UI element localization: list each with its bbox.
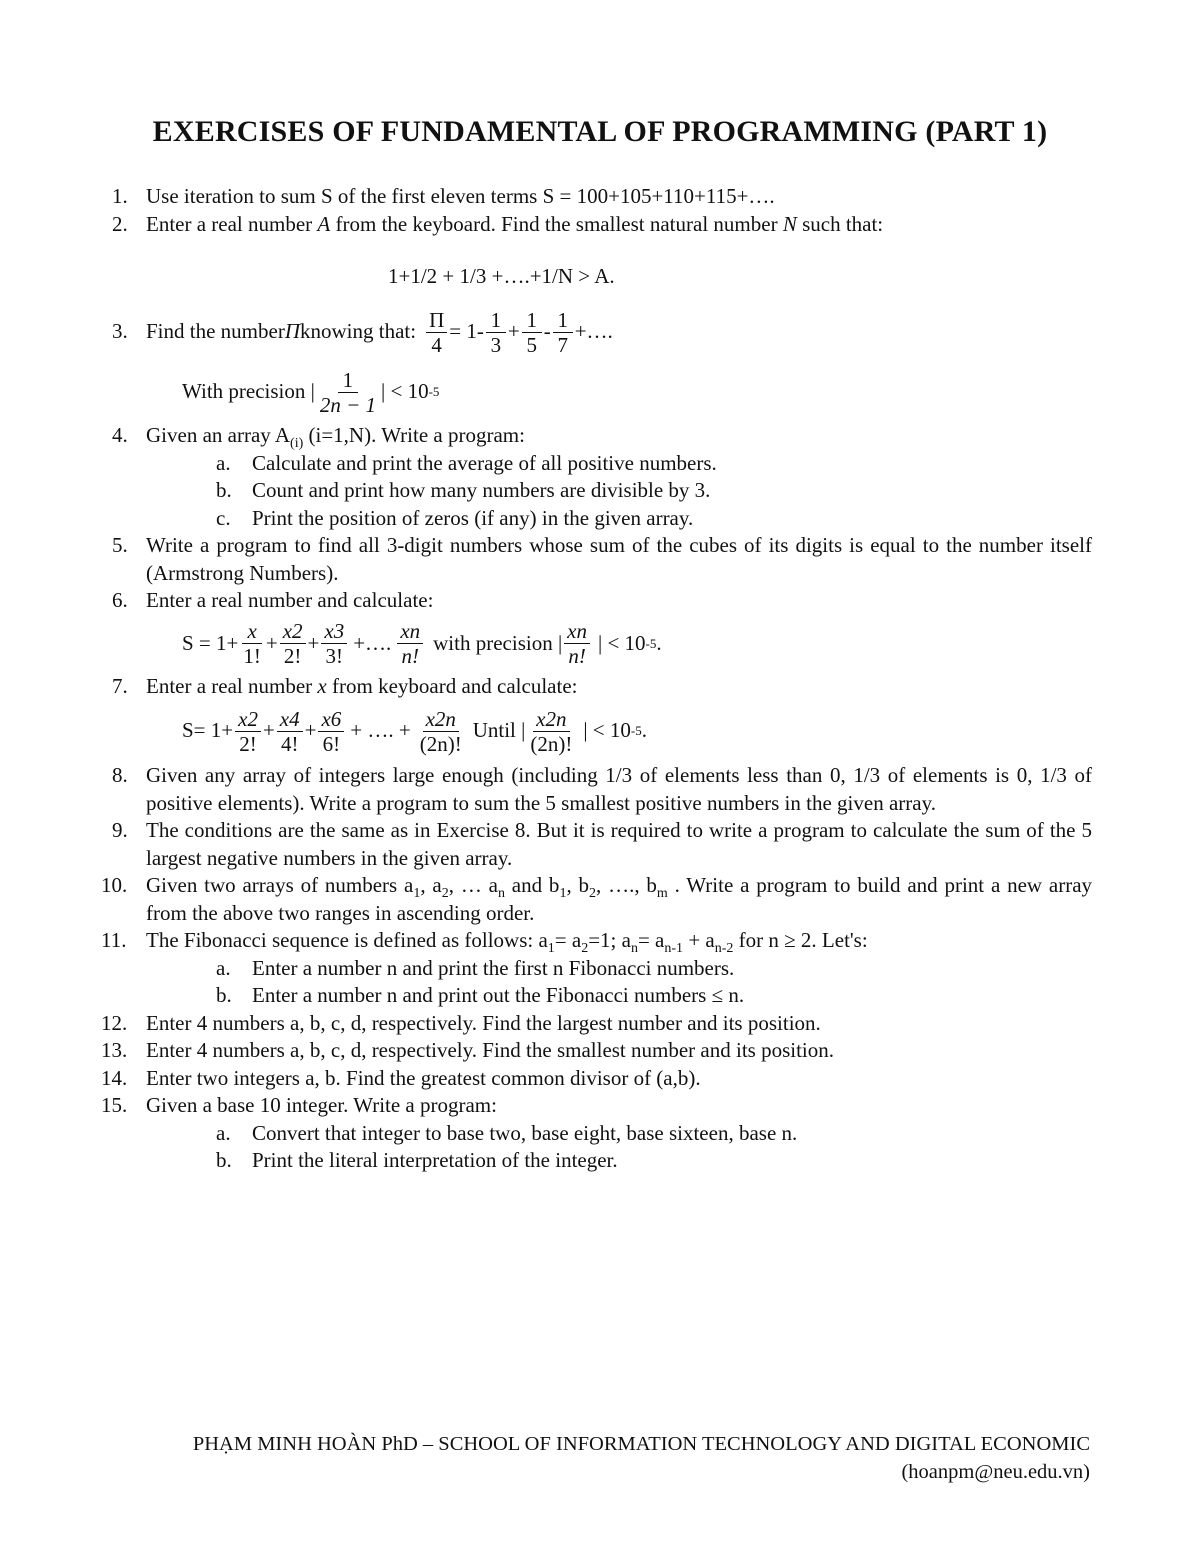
exercise-11: [101, 927, 1092, 957]
exercise-number: 5.: [112, 533, 128, 557]
pi-symbol: Π: [284, 319, 300, 344]
exercise-text: Given a base 10 integer. Write a program:: [146, 1093, 497, 1117]
exercise-number: 4.: [112, 423, 128, 447]
exercise-text: Enter a real number and calculate:: [146, 588, 434, 612]
exercise-number: 15.: [101, 1093, 128, 1117]
subitem-15a: a. Convert that integer to base two, base eight, base sixteen, base n.: [216, 1120, 798, 1145]
exercise-text: Given an array $A_{(i)}$ (i=1,N). Write a program:: [146, 423, 525, 452]
fraction-term: $\frac{x}{1!}$: [243, 619, 261, 668]
page-title: EXERCISES OF FUNDAMENTAL OF PROGRAMMING (PART 1): [152, 115, 1048, 148]
exercise-1: [112, 183, 1092, 211]
exercise-6: [112, 587, 1092, 615]
fraction-one-third: $\frac{1}{3}$: [486, 308, 506, 357]
exercise-number: 6.: [112, 588, 128, 612]
precision-line: With precision | $\frac{1}{2n - 1}$ | < 10 -5: [182, 367, 440, 417]
fraction-precision: $\frac{1}{2n - 1}$: [319, 367, 377, 417]
exercise-text: Enter a real number A from the keyboard. Find the smallest natural number N such that:: [146, 211, 884, 236]
exercise-number: 10.: [101, 873, 128, 897]
formula-series-7: S= 1+ $\frac{x2}{2!}$ + $\frac{x4}{4!}$ + $\frac{x6}{6!}$ + …. + $\frac{x2n}{(2n)!}$ Until | $\frac{x2n}{(2n)!}$ | < 10 -5 .: [182, 706, 647, 756]
exercise-7: [112, 673, 1092, 701]
subitem-11b: b. Enter a number n and print out the Fibonacci numbers ≤ n.: [216, 983, 745, 1007]
exercise-text: Use iteration to sum S of the first eleven terms S = 100+105+110+115+….: [146, 184, 775, 208]
exercise-text: Enter a real number x from keyboard and calculate:: [146, 673, 578, 698]
exercise-9: [112, 817, 1092, 872]
fraction-term: $\frac{x2n}{(2n)!}$: [419, 706, 462, 756]
fraction-term: $\frac{x2}{2!}$: [235, 707, 261, 756]
formula-series-6: S = 1+ $\frac{x}{1!}$ + $\frac{x2}{2!}$ + $\frac{x3}{3!}$ +…. $\frac{xn}{n!}$ with precision | $\frac{xn}{n!}$ | < 10 -5 .: [182, 619, 662, 668]
exercise-14: [101, 1065, 1092, 1093]
exercise-number: 9.: [112, 818, 128, 842]
fraction-precision: $\frac{xn}{n!}$: [564, 619, 590, 668]
exercise-number: 13.: [101, 1038, 128, 1062]
exercise-5: [112, 532, 1092, 587]
exercise-number: 11.: [101, 928, 127, 952]
page-footer: [0, 1430, 1090, 1486]
exercise-number: 2.: [112, 211, 128, 236]
subitem-4b: b. Count and print how many numbers are divisible by 3.: [216, 478, 711, 502]
exercise-10: [101, 872, 1093, 927]
exercise-text: Enter 4 numbers a, b, c, d, respectively. Find the largest number and its position.: [146, 1010, 821, 1035]
exercise-number: 8.: [112, 763, 128, 787]
subitem-4c: c. Print the position of zeros (if any) in the given array.: [216, 505, 694, 530]
fraction-term: $\frac{x4}{4!}$: [277, 707, 303, 756]
exercise-15: [101, 1092, 1092, 1120]
formula-harmonic: 1+1/2 + 1/3 +….+1/N > A.: [388, 264, 615, 288]
fraction-pi-over-4: $\frac{\Pi}{4}$: [426, 308, 447, 357]
exercise-text: Given two arrays of numbers $a_1$, $a_2$, … $a_n$ and $b_1$, $b_2$, …., $b_m$ . Write a program to build and print a new array from the above two ranges in ascending order.: [146, 873, 1093, 925]
fraction-term: $\frac{x2}{2!}$: [280, 619, 306, 668]
exercise-text: Enter 4 numbers a, b, c, d, respectively. Find the smallest number and its position.: [146, 1038, 835, 1062]
exercise-text: Enter two integers a, b. Find the greatest common divisor of (a,b).: [146, 1065, 701, 1090]
fraction-term: $\frac{x6}{6!}$: [318, 707, 344, 756]
exercise-number: 7.: [112, 673, 128, 698]
exercise-13: [101, 1037, 1092, 1065]
exercise-number: 12.: [101, 1010, 128, 1035]
exercise-list: [101, 183, 1093, 1175]
fraction-precision: $\frac{x2n}{(2n)!}$: [530, 706, 573, 756]
exercise-8: [112, 762, 1092, 817]
exercise-number: 1.: [112, 184, 128, 208]
exercise-text: Write a program to find all 3-digit numbers whose sum of the cubes of its digits is equal to the number itself (Armstrong Numbers).: [146, 533, 1092, 585]
footer-author: PHẠM MINH HOÀN PhD – SCHOOL OF INFORMATION TECHNOLOGY AND DIGITAL ECONOMIC: [192, 1433, 1090, 1455]
footer-email: (hoanpm@neu.edu.vn): [901, 1461, 1090, 1483]
fraction-term: $\frac{x3}{3!}$: [321, 619, 347, 668]
exercise-4: [112, 422, 1092, 450]
fraction-one-seventh: $\frac{1}{7}$: [553, 308, 573, 357]
exercise-text: Given any array of integers large enough (including 1/3 of elements less than 0, 1/3 of elements is 0, 1/3 of positive elements). Write a program to sum the 5 smallest positive numbers in the given array.: [146, 763, 1092, 815]
subitem-4a: a. Calculate and print the average of all positive numbers.: [216, 450, 717, 475]
exercise-3: 3. Find the number Π knowing that: $\frac{\Pi}{4}$ = 1- $\frac{1}{3}$ + $\frac{1}{5}$ - $\frac{1}{7}$ +….: [112, 307, 613, 357]
exercise-text: The Fibonacci sequence is defined as follows: $a_1= a_2=1$; $a_n= a_{n-1} + a_{n-2}$ for n ≥ 2. Let's:: [146, 928, 868, 957]
exercise-12: [101, 1010, 1092, 1038]
exercise-text: The conditions are the same as in Exercise 8. But it is required to write a program to calculate the sum of the 5 largest negative numbers in the given array.: [146, 818, 1092, 870]
subitem-15b: b. Print the literal interpretation of the integer.: [216, 1148, 618, 1172]
subitem-11a: a. Enter a number n and print the first n Fibonacci numbers.: [216, 955, 735, 980]
exercise-number: 3.: [112, 319, 128, 343]
exercise-2: [112, 211, 1092, 239]
fraction-term: $\frac{xn}{n!}$: [397, 619, 423, 668]
exercise-number: 14.: [101, 1065, 128, 1090]
fraction-one-fifth: $\frac{1}{5}$: [522, 308, 542, 357]
